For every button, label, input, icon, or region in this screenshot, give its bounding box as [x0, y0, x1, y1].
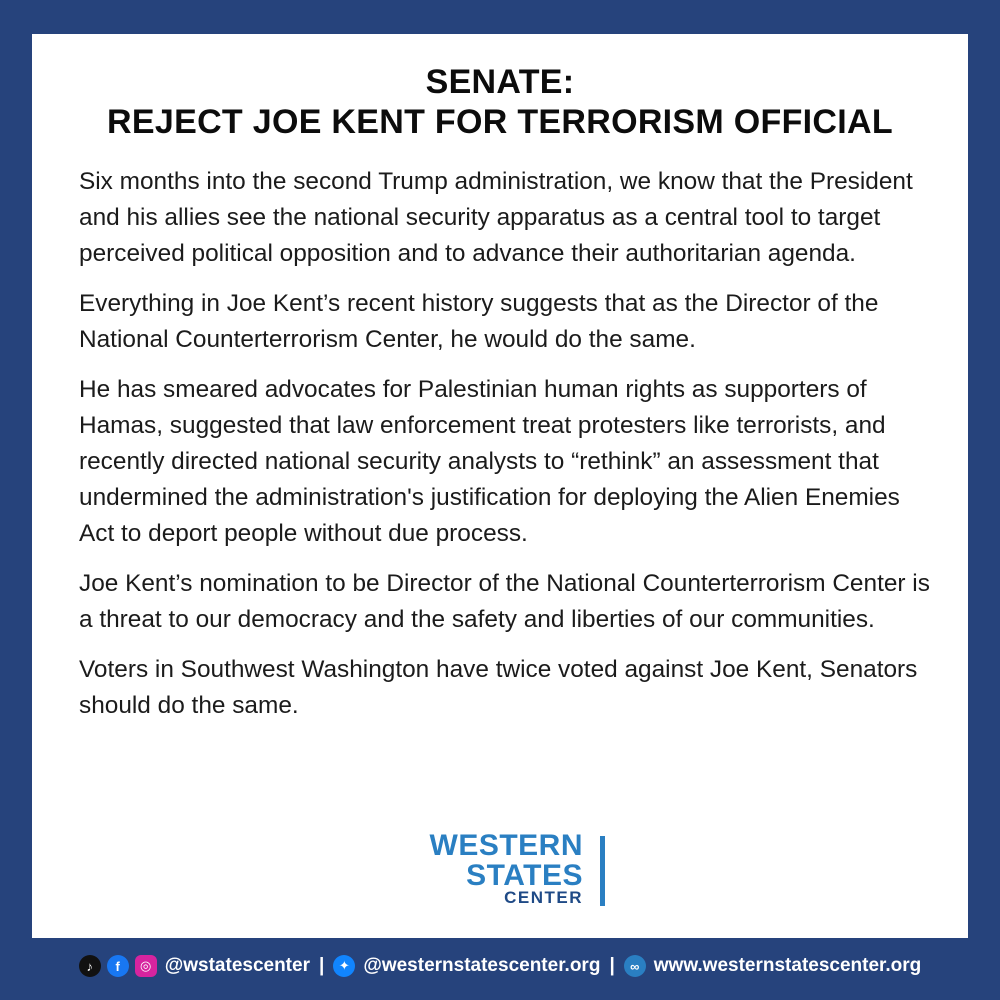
paragraph: Six months into the second Trump administration, we know that the President and his allies see the national security apparatus as a central tool to target perceived political opposition and to advance their authoritarian agenda.	[79, 168, 913, 267]
headline-line-1: SENATE:	[425, 63, 575, 101]
tiktok-icon[interactable]: ♪	[79, 955, 101, 977]
separator: |	[609, 955, 615, 976]
headline	[32, 62, 968, 142]
bluesky-icon[interactable]: ✦	[333, 955, 355, 977]
website-link[interactable]: www.westernstatescenter.org	[653, 955, 922, 976]
logo-bar	[600, 836, 605, 906]
logo-word-states: STATES	[466, 859, 583, 892]
logo-word-center: CENTER	[504, 888, 583, 907]
western-states-center-logo	[405, 830, 605, 910]
link-icon[interactable]: ∞	[624, 955, 646, 977]
headline-line-2: REJECT JOE KENT FOR TERRORISM OFFICIAL	[107, 103, 893, 141]
facebook-icon[interactable]: f	[107, 955, 129, 977]
content-card	[32, 34, 968, 938]
paragraph: Voters in Southwest Washington have twice voted against Joe Kent, Senators should do the same.	[79, 656, 918, 719]
instagram-icon[interactable]: ◎	[135, 955, 157, 977]
statement-body	[79, 164, 939, 738]
paragraph: Joe Kent’s nomination to be Director of the National Counterterrorism Center is a threat to our democracy and the safety and liberties of our communities.	[79, 570, 930, 633]
separator: |	[318, 955, 325, 976]
social-handle[interactable]: @wstatescenter	[164, 955, 310, 976]
bluesky-handle[interactable]: @westernstatescenter.org	[363, 955, 601, 976]
footer-social-bar	[0, 944, 1000, 988]
logo-word-western: WESTERN	[429, 829, 583, 862]
paragraph: Everything in Joe Kent’s recent history suggests that as the Director of the National Counterterrorism Center, he would do the same.	[79, 290, 879, 353]
paragraph: He has smeared advocates for Palestinian human rights as supporters of Hamas, suggested that law enforcement treat protesters like terrorists, and recently directed national security analysts to “rethink” an assessment that undermined the administration's justification for deploying the Alien Enemies Act to deport people without due process.	[79, 376, 900, 547]
